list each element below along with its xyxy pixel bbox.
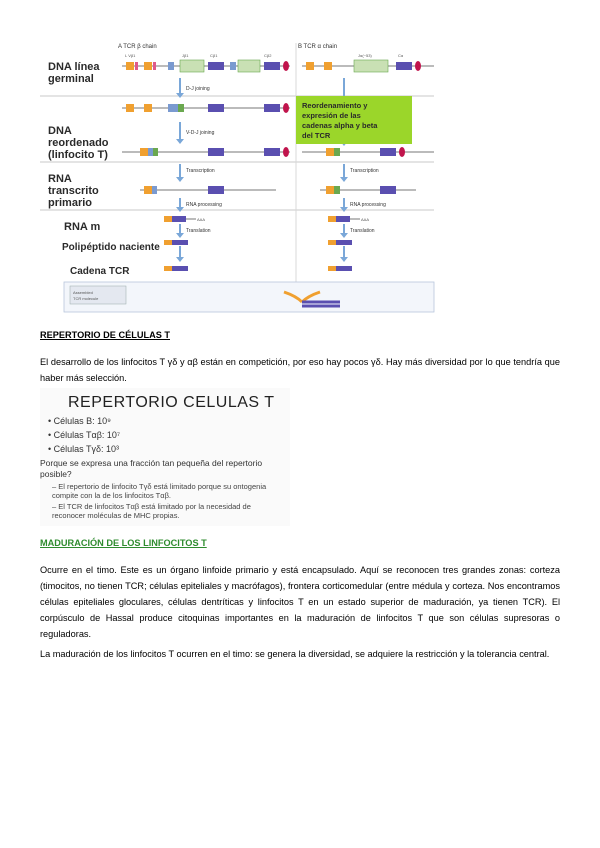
dj-intermediate-beta <box>122 103 290 113</box>
row-label-dna-germinal-1: DNA línea <box>48 61 100 73</box>
row-label-rna-2: transcrito <box>48 185 99 197</box>
paragraph-repertorio: El desarrollo de los linfocitos T γδ y αβ están en competición, por eso hay pocos γδ. Hay más diversidad por lo que tendría que haber más selección. <box>40 357 560 383</box>
svg-text:AAA: AAA <box>197 217 206 222</box>
svg-text:Cβ2: Cβ2 <box>264 53 272 58</box>
row-label-cadena: Cadena TCR <box>70 266 130 277</box>
rearranged-alpha <box>302 147 434 157</box>
polypeptide-alpha <box>328 240 352 245</box>
dj-label: D-J joining <box>186 86 210 92</box>
germline-beta-gene <box>122 53 290 72</box>
assembled-label-1: Assembled <box>73 290 93 295</box>
svg-text:Cβ1: Cβ1 <box>210 53 218 58</box>
rep-bullet-b: • Células B: 10⁹ <box>48 416 112 426</box>
rna-transcript-beta <box>140 186 276 194</box>
assembled-label-box <box>70 286 126 304</box>
assembled-label-2: TCR molecule <box>73 296 99 301</box>
row-label-dna-reord-3: (linfocito T) <box>48 149 108 161</box>
translation-beta: Translation <box>186 228 211 234</box>
paragraph-maduracion-1: Ocurre en el timo. Este es un órgano linfoide primario y está encapsulado. Aquí se reconocen tres grandes zonas: corteza (timocitos, no tienen TCR; células epiteliales y macrófagos), frontera corticomedular (entre médula y corteza. Nos encontramos células epiteliales gloculares, células dentríticas y linfocitos T en un estado superior de maduración, ya tienen TCR). El corpúsculo de Hassal produce citoquinas importantes en la maduración de linfocitos T que son células supresoras o reguladoras. <box>40 565 560 639</box>
rep-bullet-tgd: • Células Tγδ: 10³ <box>48 444 120 454</box>
svg-text:L Vβ1: L Vβ1 <box>125 53 136 58</box>
row-label-polipeptido: Polipéptido naciente <box>62 242 160 253</box>
svg-text:Jβ1: Jβ1 <box>182 53 189 58</box>
row-label-dna-reord-2: reordenado <box>48 137 109 149</box>
rearranged-beta <box>122 147 290 157</box>
callout-line-3: cadenas alpha y beta <box>302 121 378 130</box>
row-label-dna-reord-1: DNA <box>48 125 72 137</box>
panel-a-title: A TCR β chain <box>118 44 157 50</box>
mrna-alpha <box>328 216 369 222</box>
rep-sub-2: – El TCR de linfocitos Tαβ está limitado por la necesidad de reconocer moléculas de MHC propias. <box>52 502 251 520</box>
rep-question: Porque se expresa una fracción tan pequeña del repertorio posible? <box>40 458 263 479</box>
rep-sub-1: – El repertorio de linfocito Tγδ está limitado porque su ontogenia compite con la de los linfocitos Tαβ. <box>52 482 267 500</box>
rep-title: REPERTORIO CELULAS T <box>68 394 275 411</box>
section-heading-maduracion: MADURACIÓN DE LOS LINFOCITOS T <box>40 538 207 548</box>
callout-line-2: expresión de las <box>302 111 361 120</box>
row-label-rna-1: RNA <box>48 173 72 185</box>
row-label-dna-germinal-2: germinal <box>48 73 94 85</box>
mrna-beta <box>164 216 205 222</box>
callout-line-4: del TCR <box>302 131 331 140</box>
row-label-rnam: RNA m <box>64 221 101 233</box>
tcr-chain-beta <box>164 266 188 271</box>
rna-transcript-alpha <box>320 186 416 194</box>
processing-beta: RNA processing <box>186 202 222 208</box>
row-label-rna-3: primario <box>48 197 93 209</box>
polypeptide-beta <box>164 240 188 245</box>
processing-alpha: RNA processing <box>350 202 386 208</box>
tcr-chain-alpha <box>328 266 352 271</box>
transcription-beta: Transcription <box>186 168 215 174</box>
germline-alpha-gene <box>302 53 434 72</box>
rep-bullet-tab: • Células Tαβ: 10⁷ <box>48 430 121 440</box>
tcr-rearrangement-figure <box>40 38 440 318</box>
vdj-label: V-D-J joining <box>186 130 215 136</box>
transcription-alpha: Transcription <box>350 168 379 174</box>
callout-line-1: Reordenamiento y <box>302 101 368 110</box>
svg-text:Jα(~53): Jα(~53) <box>358 53 372 58</box>
svg-text:Cα: Cα <box>398 53 404 58</box>
repertorio-slide-image <box>40 388 290 526</box>
translation-alpha: Translation <box>350 228 375 234</box>
svg-text:AAA: AAA <box>361 217 370 222</box>
paragraph-maduracion-2: La maduración de los linfocitos T ocurren en el timo: se genera la diversidad, se adquiere la restricción y la tolerancia central. <box>40 649 550 659</box>
panel-b-title: B TCR α chain <box>298 44 338 50</box>
section-heading-repertorio: REPERTORIO DE CÉLULAS T <box>40 330 170 340</box>
